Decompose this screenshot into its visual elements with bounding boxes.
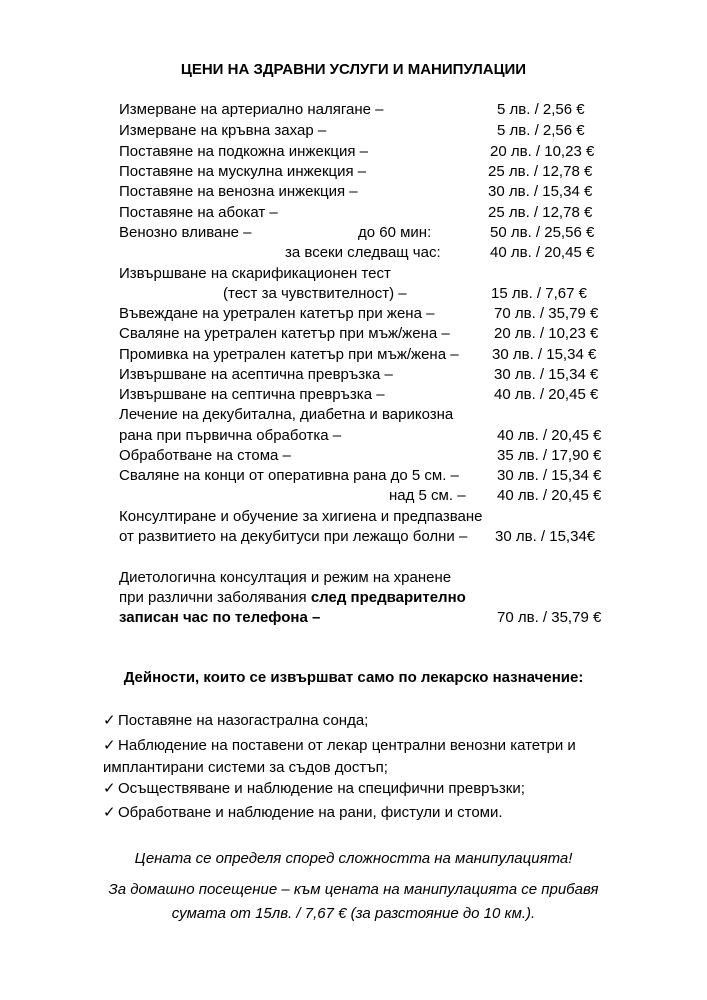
list-item	[103, 712, 368, 730]
checkmark-icon: ✓	[103, 712, 116, 729]
service-label: Диетологична консултация и режим на хранене	[119, 569, 452, 586]
service-price: 15 лв. / 7,67 €	[491, 285, 587, 302]
service-price: 20 лв. / 10,23 €	[490, 143, 595, 160]
list-item	[103, 737, 576, 755]
list-item	[103, 780, 525, 798]
list-item-continuation	[103, 759, 388, 777]
service-label: Лечение на декубитална, диабетна и варикозна	[119, 406, 454, 423]
service-label: Поставяне на подкожна инжекция –	[119, 143, 369, 160]
service-label-text: при различни заболявания	[119, 589, 311, 606]
service-price: 50 лв. / 25,56 €	[490, 224, 595, 241]
service-price: 40 лв. / 20,45 €	[497, 487, 602, 504]
service-label: Поставяне на абокат –	[119, 204, 278, 221]
list-item-text: имплантирани системи за съдов достъп;	[103, 759, 388, 776]
service-price: 30 лв. / 15,34 €	[494, 366, 599, 383]
service-price: 70 лв. / 35,79 €	[494, 305, 599, 322]
service-label: за всеки следващ час:	[285, 244, 441, 261]
service-label: над 5 см. –	[389, 487, 466, 504]
service-price: 5 лв. / 2,56 €	[497, 101, 585, 118]
service-label: записан час по телефона –	[119, 609, 321, 626]
list-item-text: Обработване и наблюдение на рани, фистули и стоми.	[118, 804, 503, 821]
service-label: Въвеждане на уретрален катетър при жена –	[119, 305, 435, 322]
list-item-text: Поставяне на назогастрална сонда;	[118, 712, 369, 729]
service-price: 25 лв. / 12,78 €	[488, 204, 593, 221]
service-label: Сваляне на конци от оперативна рана до 5 см. –	[119, 467, 459, 484]
list-item	[103, 804, 503, 822]
pricing-note: Цената се определя според сложността на манипулацията!	[134, 850, 573, 867]
checkmark-icon: ✓	[103, 780, 116, 797]
service-label: Консултиране и обучение за хигиена и предпазване	[119, 508, 483, 525]
duration-label: до 60 мин:	[358, 224, 432, 241]
home-visit-note: За домашно посещение – към цената на манипулацията се прибавя	[108, 881, 599, 898]
service-label: Поставяне на венозна инжекция –	[119, 183, 358, 200]
service-label: (тест за чувствителност) –	[223, 285, 407, 302]
list-item-text: Наблюдение на поставени от лекар централни венозни катетри и	[118, 737, 576, 754]
service-label: Сваляне на уретрален катетър при мъж/жена –	[119, 325, 450, 342]
service-label: Поставяне на мускулна инжекция –	[119, 163, 367, 180]
service-price: 30 лв. / 15,34 €	[497, 467, 602, 484]
service-label: Извършване на асептична превръзка –	[119, 366, 393, 383]
service-label	[119, 589, 466, 607]
page-title: ЦЕНИ НА ЗДРАВНИ УСЛУГИ И МАНИПУЛАЦИИ	[180, 61, 527, 78]
service-price: 30 лв. / 15,34€	[495, 528, 596, 545]
service-label: Извършване на скарификационен тест	[119, 265, 391, 282]
list-item-text: Осъществяване и наблюдение на специфични превръзки;	[118, 780, 525, 797]
service-price: 30 лв. / 15,34 €	[488, 183, 593, 200]
service-price: 5 лв. / 2,56 €	[497, 122, 585, 139]
service-price: 25 лв. / 12,78 €	[488, 163, 593, 180]
checkmark-icon: ✓	[103, 737, 116, 754]
service-label: Измерване на артериално налягане –	[119, 101, 384, 118]
home-visit-note: сумата от 15лв. / 7,67 € (за разстояние до 10 км.).	[171, 905, 536, 922]
service-price: 40 лв. / 20,45 €	[497, 427, 602, 444]
service-label: Измерване на кръвна захар –	[119, 122, 327, 139]
service-price: 30 лв. / 15,34 €	[492, 346, 597, 363]
service-label: от развитието на декубитуси при лежащо болни –	[119, 528, 468, 545]
service-price: 20 лв. / 10,23 €	[494, 325, 599, 342]
service-label: рана при първична обработка –	[119, 427, 342, 444]
service-price: 40 лв. / 20,45 €	[490, 244, 595, 261]
service-price: 70 лв. / 35,79 €	[497, 609, 602, 626]
service-price: 40 лв. / 20,45 €	[494, 386, 599, 403]
section-subtitle: Дейности, които се извършват само по лекарско назначение:	[123, 669, 584, 686]
checkmark-icon: ✓	[103, 804, 116, 821]
service-label: Обработване на стома –	[119, 447, 291, 464]
service-label: Извършване на септична превръзка –	[119, 386, 385, 403]
service-price: 35 лв. / 17,90 €	[497, 447, 602, 464]
service-label-emphasis: след предварително	[310, 589, 466, 606]
service-label: Венозно вливане –	[119, 224, 252, 241]
service-label: Промивка на уретрален катетър при мъж/жена –	[119, 346, 459, 363]
